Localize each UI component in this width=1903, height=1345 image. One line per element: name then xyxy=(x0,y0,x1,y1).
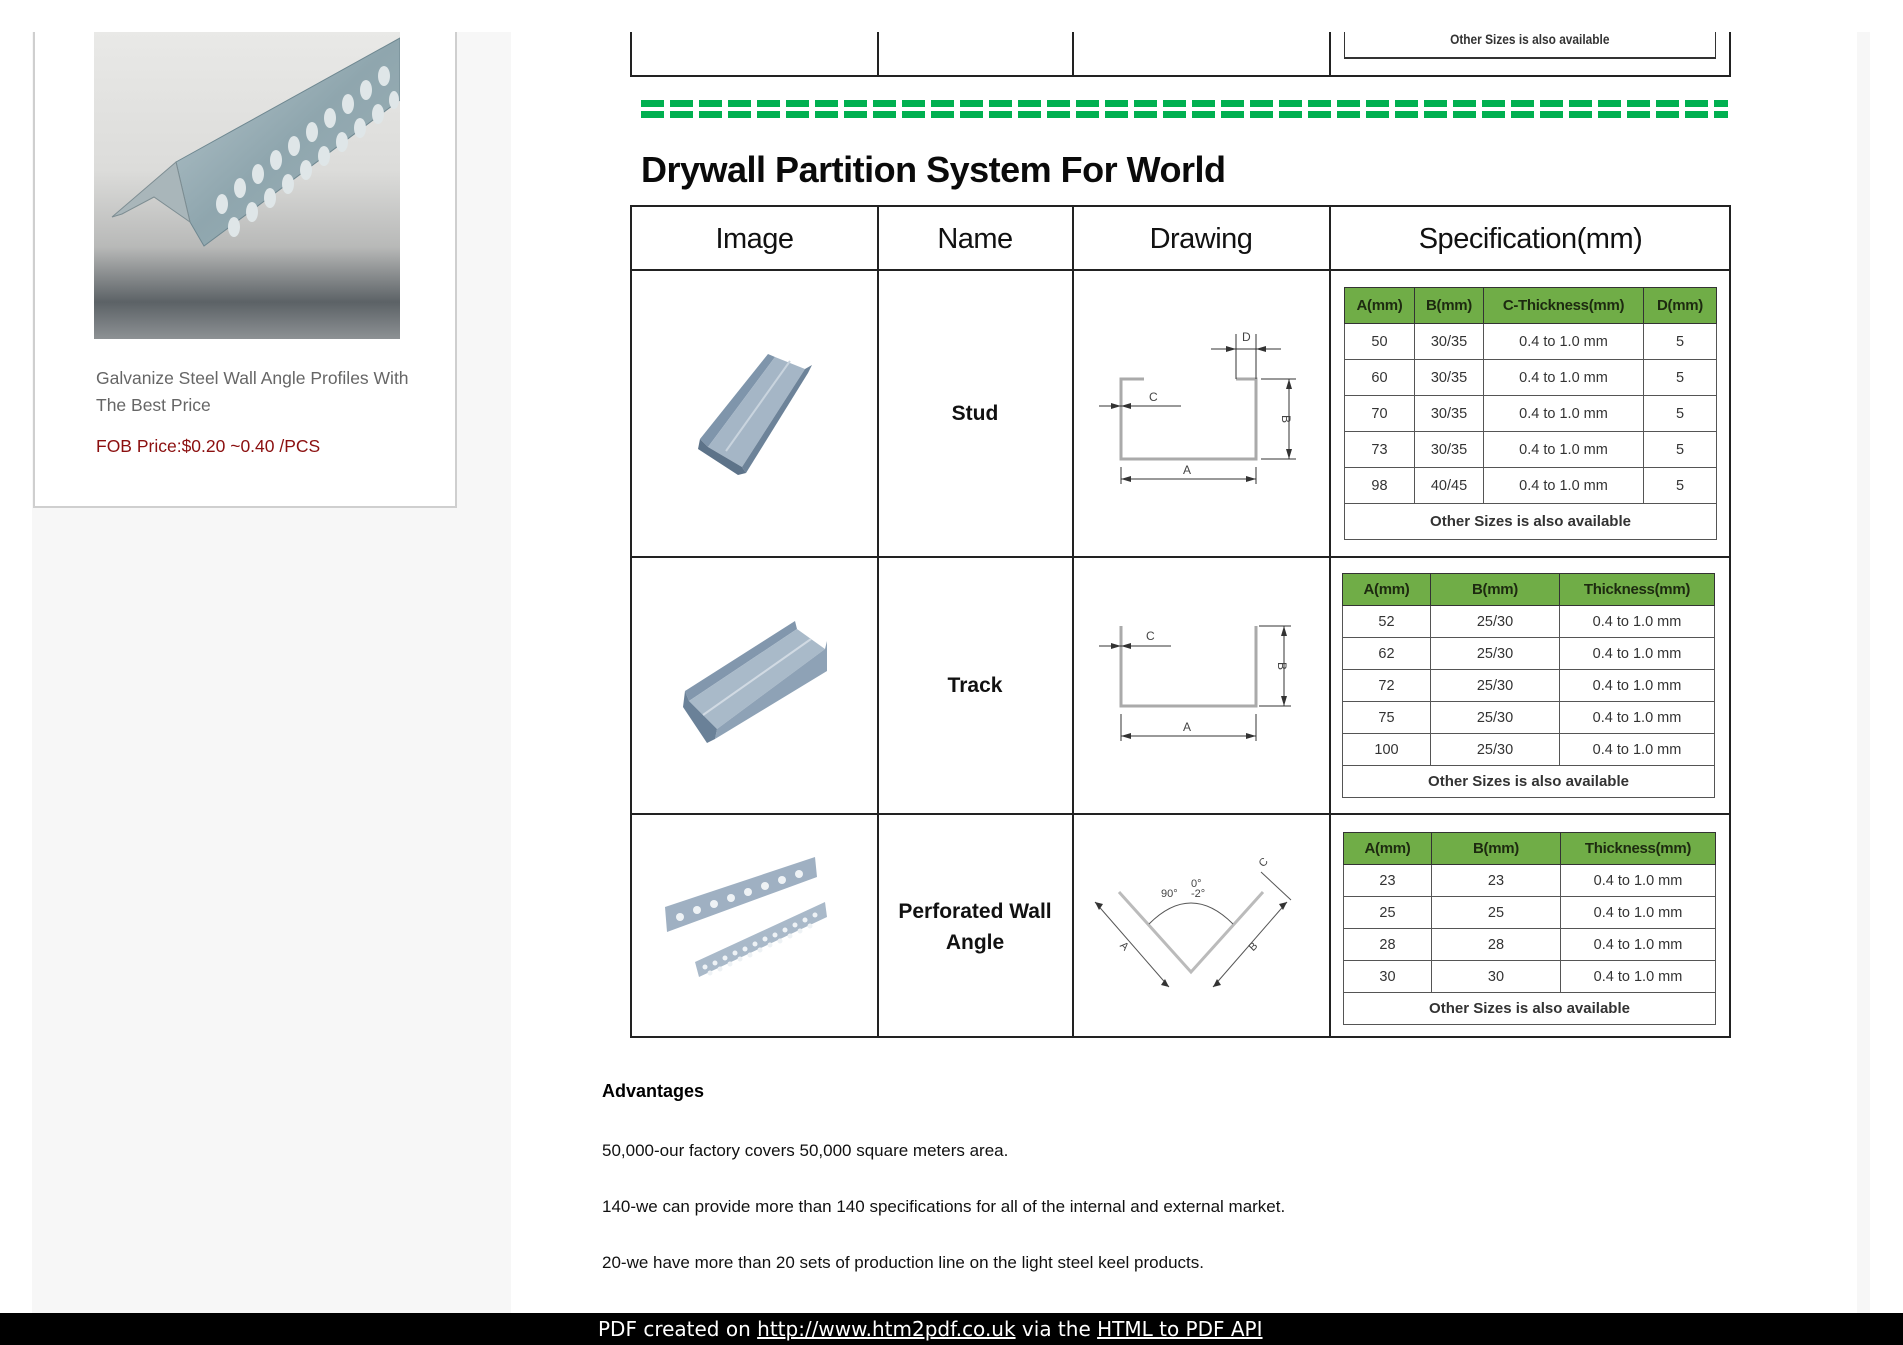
header-name: Name xyxy=(937,222,1013,255)
spec-row xyxy=(1344,865,1716,897)
footer-prefix: PDF created on xyxy=(598,1317,758,1341)
spec-cell: 30/35 xyxy=(1415,324,1484,360)
spec-cell: 30/35 xyxy=(1415,396,1484,432)
section-heading: Drywall Partition System For World xyxy=(641,149,1226,190)
spec-note: Other Sizes is also available xyxy=(1450,31,1610,47)
spec-note-box xyxy=(1344,32,1716,59)
spec-cell: 5 xyxy=(1644,432,1717,468)
spec-row xyxy=(1344,929,1716,961)
spec-cell: 0.4 to 1.0 mm xyxy=(1561,897,1716,929)
spec-cell: 0.4 to 1.0 mm xyxy=(1560,638,1715,670)
spec-note-row xyxy=(1345,504,1717,540)
header-drawing: Drawing xyxy=(1149,222,1253,255)
spec-cell: 62 xyxy=(1343,638,1431,670)
spec-cell: 25 xyxy=(1344,897,1432,929)
spec-cell: 5 xyxy=(1644,324,1717,360)
spec-cell: 75 xyxy=(1343,702,1431,734)
spec-row xyxy=(1345,432,1717,468)
wall-angle-drawing xyxy=(1073,815,1329,1038)
column-divider xyxy=(1072,32,1074,75)
spec-cell: 70 xyxy=(1345,396,1415,432)
spec-cell: 40/45 xyxy=(1415,468,1484,504)
spec-cell: 0.4 to 1.0 mm xyxy=(1561,961,1716,993)
spec-cell: 0.4 to 1.0 mm xyxy=(1561,929,1716,961)
spec-note: Other Sizes is also available xyxy=(1344,993,1716,1025)
svg-text:90°: 90° xyxy=(1161,887,1178,900)
pdf-footer-bar xyxy=(0,1313,1903,1345)
svg-text:-2°: -2° xyxy=(1191,887,1206,900)
spec-cell: 72 xyxy=(1343,670,1431,702)
advantage-item: 50,000-our factory covers 50,000 square meters area. xyxy=(602,1141,1009,1160)
column-divider xyxy=(877,32,879,75)
spec-row xyxy=(1345,324,1717,360)
track-drawing xyxy=(1073,558,1329,813)
spec-cell: 30/35 xyxy=(1415,360,1484,396)
spec-cell: 25/30 xyxy=(1431,638,1560,670)
spec-row xyxy=(1344,897,1716,929)
spec-cell: 5 xyxy=(1644,468,1717,504)
spec-cell: 100 xyxy=(1343,734,1431,766)
spec-row xyxy=(1343,606,1715,638)
advantages-section xyxy=(602,1080,1802,1278)
spec-note: Other Sizes is also available xyxy=(1343,766,1715,798)
spec-header: A(mm) xyxy=(1345,288,1415,324)
spec-cell: 0.4 to 1.0 mm xyxy=(1560,606,1715,638)
spec-row xyxy=(1343,670,1715,702)
svg-text:B: B xyxy=(1279,414,1293,423)
green-dashed-separator xyxy=(641,100,1728,118)
track-spec-table xyxy=(1342,573,1715,798)
column-divider xyxy=(1329,32,1331,75)
product-name-wall-angle: Perforated Wall Angle xyxy=(898,899,1052,954)
spec-row xyxy=(1343,734,1715,766)
spec-header: C-Thickness(mm) xyxy=(1484,288,1644,324)
spec-cell: 25/30 xyxy=(1431,606,1560,638)
svg-text:D: D xyxy=(1242,329,1251,344)
svg-text:0°: 0° xyxy=(1191,877,1202,890)
spec-cell: 25 xyxy=(1432,897,1561,929)
column-divider xyxy=(1329,207,1331,1036)
spec-row xyxy=(1345,396,1717,432)
track-dimension-drawing xyxy=(1091,616,1311,756)
spec-header: A(mm) xyxy=(1344,833,1432,865)
stud-image xyxy=(632,271,877,556)
spec-row xyxy=(1343,638,1715,670)
footer-middle: via the xyxy=(1015,1317,1098,1341)
htm2pdf-link[interactable]: http://www.htm2pdf.co.uk xyxy=(757,1317,1016,1341)
spec-cell: 28 xyxy=(1344,929,1432,961)
advantages-title: Advantages xyxy=(602,1081,705,1101)
spec-cell: 98 xyxy=(1345,468,1415,504)
spec-cell: 30 xyxy=(1344,961,1432,993)
spec-header: Thickness(mm) xyxy=(1561,833,1716,865)
spec-header: B(mm) xyxy=(1431,574,1560,606)
stud-profile-image xyxy=(680,339,830,489)
dash-row xyxy=(641,111,1728,118)
product-name-track: Track xyxy=(947,674,1003,697)
spec-cell: 25/30 xyxy=(1431,702,1560,734)
wall-angle-dimension-drawing xyxy=(1091,842,1311,1012)
wall-angle-image xyxy=(632,815,877,1038)
spec-cell: 5 xyxy=(1644,360,1717,396)
spec-header: B(mm) xyxy=(1415,288,1484,324)
spec-cell: 52 xyxy=(1343,606,1431,638)
spec-cell: 0.4 to 1.0 mm xyxy=(1484,432,1644,468)
spec-note-row xyxy=(1344,993,1716,1025)
spec-row xyxy=(1344,961,1716,993)
spec-cell: 23 xyxy=(1432,865,1561,897)
spec-cell: 28 xyxy=(1432,929,1561,961)
spec-header: D(mm) xyxy=(1644,288,1717,324)
svg-text:B: B xyxy=(1275,661,1289,670)
spec-note-row xyxy=(1343,766,1715,798)
advantage-item: 140-we can provide more than 140 specifications for all of the internal and external market. xyxy=(602,1197,1286,1216)
spec-cell: 0.4 to 1.0 mm xyxy=(1560,670,1715,702)
drywall-partition-table xyxy=(630,205,1731,1038)
right-gutter xyxy=(1857,32,1870,1313)
svg-text:A: A xyxy=(1117,939,1131,953)
spec-row xyxy=(1345,468,1717,504)
spec-header: B(mm) xyxy=(1432,833,1561,865)
svg-text:C: C xyxy=(1149,389,1158,404)
spec-cell: 5 xyxy=(1644,396,1717,432)
previous-product-table-bottom xyxy=(630,32,1731,77)
track-profile-image xyxy=(675,621,835,751)
header-specification: Specification(mm) xyxy=(1418,222,1643,255)
spec-header: A(mm) xyxy=(1343,574,1431,606)
stud-dimension-drawing xyxy=(1091,329,1311,499)
svg-text:A: A xyxy=(1183,719,1192,734)
spec-cell: 0.4 to 1.0 mm xyxy=(1484,396,1644,432)
product-name-stud: Stud xyxy=(951,402,999,425)
spec-cell: 0.4 to 1.0 mm xyxy=(1484,360,1644,396)
spec-cell: 25/30 xyxy=(1431,734,1560,766)
spec-cell: 30/35 xyxy=(1415,432,1484,468)
spec-cell: 0.4 to 1.0 mm xyxy=(1484,324,1644,360)
html-to-pdf-api-link[interactable]: HTML to PDF API xyxy=(1097,1317,1263,1341)
svg-text:A: A xyxy=(1183,462,1192,477)
spec-cell: 73 xyxy=(1345,432,1415,468)
product-title-link[interactable]: Galvanize Steel Wall Angle Profiles With The Best Price xyxy=(96,368,409,415)
stud-drawing xyxy=(1073,271,1329,556)
spec-cell: 30 xyxy=(1432,961,1561,993)
spec-cell: 0.4 to 1.0 mm xyxy=(1560,734,1715,766)
spec-header: Thickness(mm) xyxy=(1560,574,1715,606)
spec-cell: 25/30 xyxy=(1431,670,1560,702)
related-product-card[interactable] xyxy=(33,32,457,508)
svg-text:C: C xyxy=(1256,855,1271,870)
spec-cell: 0.4 to 1.0 mm xyxy=(1484,468,1644,504)
advantage-item: 20-we have more than 20 sets of production line on the light steel keel products. xyxy=(602,1253,1204,1272)
spec-row xyxy=(1345,360,1717,396)
spec-cell: 60 xyxy=(1345,360,1415,396)
spec-cell: 0.4 to 1.0 mm xyxy=(1561,865,1716,897)
track-image xyxy=(632,558,877,813)
svg-text:C: C xyxy=(1146,628,1155,643)
dash-row xyxy=(641,100,1728,107)
wall-angle-spec-table xyxy=(1343,832,1716,1025)
wall-angle-profile-image xyxy=(655,857,855,997)
spec-cell: 23 xyxy=(1344,865,1432,897)
product-image[interactable] xyxy=(94,32,400,339)
header-image: Image xyxy=(715,222,794,255)
product-price: FOB Price:$0.20 ~0.40 /PCS xyxy=(96,436,321,456)
spec-cell: 50 xyxy=(1345,324,1415,360)
perforated-angle-image xyxy=(94,32,400,339)
spec-cell: 0.4 to 1.0 mm xyxy=(1560,702,1715,734)
stud-spec-table xyxy=(1344,287,1717,540)
svg-text:B: B xyxy=(1246,939,1261,954)
spec-row xyxy=(1343,702,1715,734)
spec-note: Other Sizes is also available xyxy=(1345,504,1717,540)
